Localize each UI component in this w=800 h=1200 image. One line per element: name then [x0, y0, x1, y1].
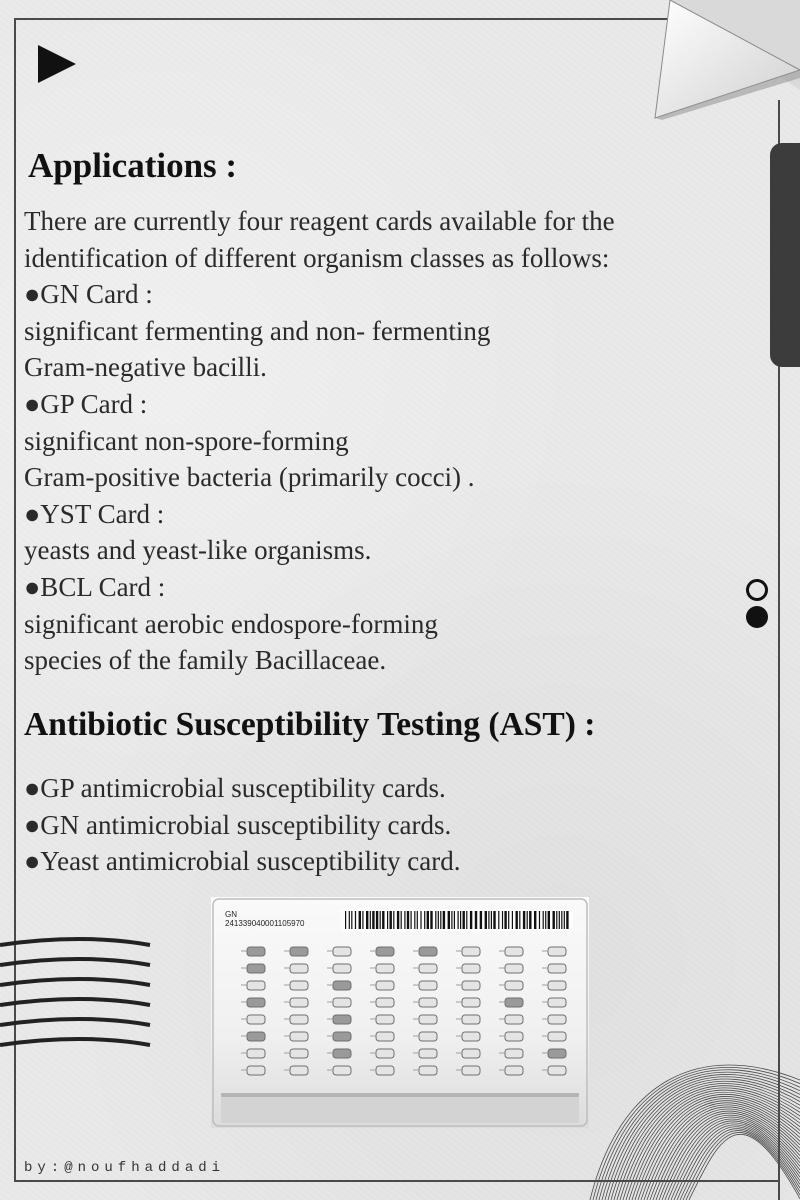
list-item: ●GN antimicrobial susceptibility cards.	[24, 809, 452, 840]
text-line: Gram-positive bacteria (primarily cocci) .	[24, 462, 475, 493]
side-tab	[770, 143, 800, 367]
text-line: significant fermenting and non- fermenting	[24, 315, 491, 346]
text-line: yeasts and yeast-like organisms.	[24, 535, 372, 566]
text-line: There are currently four reagent cards available for the	[24, 206, 615, 236]
ast-title: Antibiotic Susceptibility Testing (AST) :	[24, 706, 596, 743]
wave-icon	[580, 1020, 800, 1200]
author-credit: by:@noufhaddadi	[24, 1160, 226, 1176]
text-line: ●YST Card :	[24, 498, 165, 529]
text-line: species of the family Bacillaceae.	[24, 645, 387, 676]
text-line: ●GP Card :	[24, 388, 148, 419]
reagent-card-image	[211, 897, 589, 1128]
dot-icon	[746, 606, 768, 628]
card-type-label: GN	[225, 910, 237, 919]
text-line: ●GN Card :	[24, 279, 153, 310]
ring-icon	[746, 579, 768, 601]
applications-text	[24, 203, 615, 679]
page-corner-icon	[650, 0, 800, 130]
ast-list	[24, 770, 460, 880]
applications-title: Applications :	[28, 146, 238, 185]
text-line: significant aerobic endospore-forming	[24, 608, 438, 639]
card-serial: 241339040001105970	[225, 919, 305, 928]
list-item: ●Yeast antimicrobial susceptibility card.	[24, 846, 461, 877]
list-item: ●GP antimicrobial susceptibility cards.	[24, 773, 446, 803]
text-line: Gram-negative bacilli.	[24, 352, 267, 383]
text-line: significant non-spore-forming	[24, 425, 349, 456]
text-line: identification of different organism classes as follows:	[24, 242, 610, 273]
text-line: ●BCL Card :	[24, 571, 166, 602]
stripes-icon	[0, 935, 160, 1065]
frame-line-top	[14, 18, 668, 20]
play-icon	[38, 45, 76, 83]
card-wells	[211, 897, 589, 1128]
